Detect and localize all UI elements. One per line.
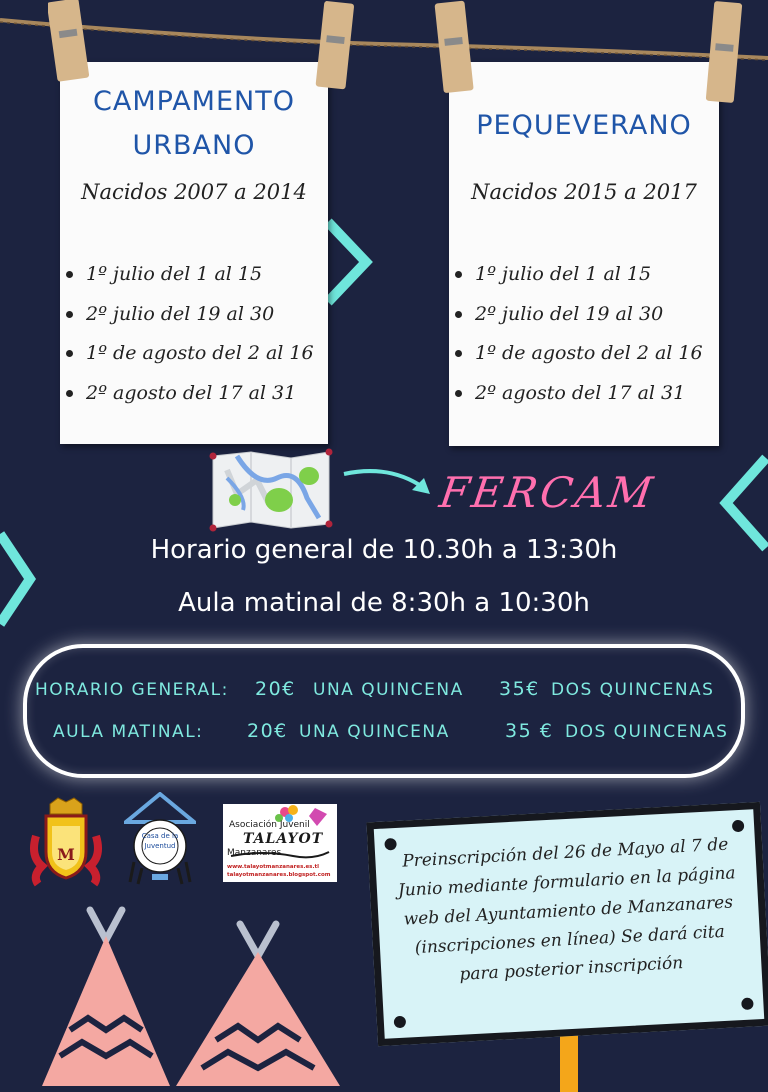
list-item: 2º julio del 19 al 30 — [64, 295, 314, 335]
price-value: 35€ — [499, 678, 540, 700]
logo-text: Manzanares — [227, 848, 282, 858]
birth-years: Nacidos 2007 a 2014 — [81, 180, 307, 204]
campamento-urbano-card — [60, 62, 328, 444]
town-crest-icon — [28, 796, 104, 888]
asociacion-logo-icon — [223, 804, 337, 882]
birth-years: Nacidos 2015 a 2017 — [471, 180, 697, 204]
pequeverano-card — [449, 62, 719, 446]
price-value: 35 € — [505, 720, 554, 742]
logo-url: talayotmanzanares.blogspot.com — [227, 872, 331, 878]
card-title: PEQUEVERANO — [476, 110, 692, 141]
session-list — [64, 255, 314, 413]
casa-juventud-logo-icon — [124, 792, 196, 886]
logo-text: TALAYOT — [243, 831, 324, 847]
list-item: 1º julio del 1 al 15 — [453, 255, 703, 295]
bolt-icon — [394, 1016, 407, 1029]
morning-schedule: Aula matinal de 8:30h a 10:30h — [178, 588, 590, 618]
general-schedule: Horario general de 10.30h a 13:30h — [150, 535, 618, 565]
card-title-line2: URBANO — [132, 130, 256, 161]
logo-text: Asociación Juvenil — [229, 820, 310, 830]
clothespin-icon — [48, 0, 90, 82]
price-description: UNA QUINCENA — [299, 722, 450, 742]
list-item: 2º agosto del 17 al 31 — [453, 374, 703, 414]
logo-text: Juventud — [144, 842, 176, 850]
price-description: DOS QUINCENAS — [551, 680, 715, 700]
list-item: 1º de agosto del 2 al 16 — [453, 334, 703, 374]
map-icon — [207, 448, 335, 532]
price-label: HORARIO GENERAL: — [35, 680, 229, 700]
logo-url: www.talayotmanzanares.es.tl — [227, 864, 320, 870]
price-label: AULA MATINAL: — [53, 722, 204, 742]
arrow-icon — [340, 462, 436, 502]
price-value: 20€ — [255, 678, 296, 700]
logo-text: Casa de la — [141, 832, 179, 840]
clothespin-icon — [702, 0, 746, 108]
list-item: 1º de agosto del 2 al 16 — [64, 334, 314, 374]
price-box — [23, 644, 745, 778]
preinscription-note — [366, 802, 768, 1046]
clothespin-icon — [314, 0, 356, 92]
bolt-icon — [741, 997, 754, 1010]
list-item: 2º julio del 19 al 30 — [453, 295, 703, 335]
note-text: Preinscripción del 26 de Mayo al 7 de Junio mediante formulario en la página web del Ayuntamiento de Manzanares (inscripciones en línea) Se dará cita para posterior inscripción — [397, 834, 737, 985]
list-item: 2º agosto del 17 al 31 — [64, 374, 314, 414]
sign-post — [560, 1032, 578, 1092]
clothespin-icon — [433, 0, 477, 96]
list-item: 1º julio del 1 al 15 — [64, 255, 314, 295]
card-title-line1: CAMPAMENTO — [93, 86, 295, 117]
session-list — [453, 255, 703, 413]
location-name: FERCAM — [436, 468, 659, 517]
teepee-illustration — [40, 900, 380, 1086]
price-description: DOS QUINCENAS — [565, 722, 729, 742]
price-value: 20€ — [247, 720, 288, 742]
crest-letter: M — [57, 845, 75, 864]
price-description: UNA QUINCENA — [313, 680, 464, 700]
